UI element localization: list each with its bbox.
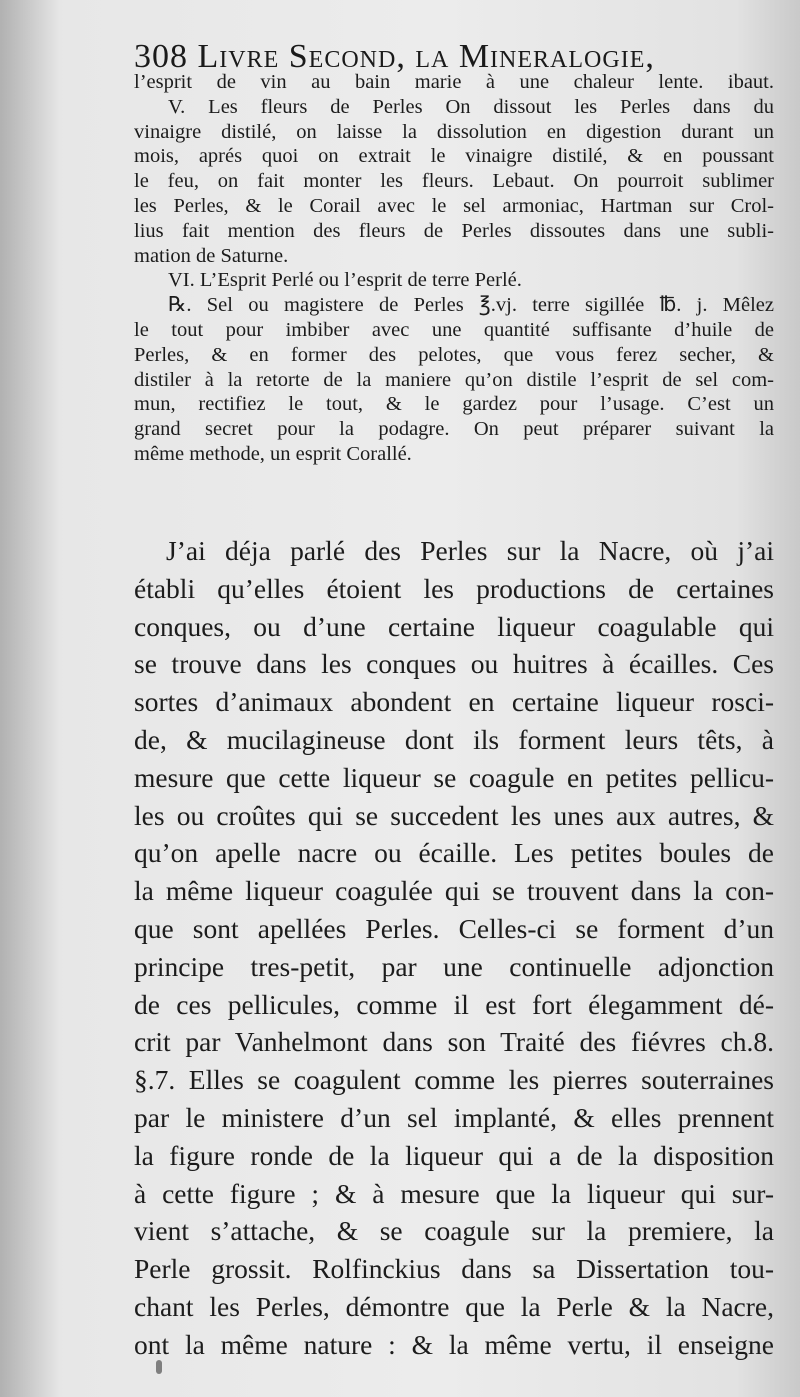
recipe-section — [134, 70, 774, 467]
text-line: à cette figure ; & à mesure que la liqueur qui sur- — [134, 1177, 774, 1209]
running-head: 308 Livre Second, la Mineralogie, — [134, 38, 655, 75]
text-line: distiler à la retorte de la maniere qu’on distile l’esprit de sel com- — [134, 368, 774, 391]
text-line: ont la même nature : & la même vertu, il enseigne — [134, 1328, 774, 1360]
text-line: Perle grossit. Rolfinckius dans sa Dissertation tou- — [134, 1253, 774, 1285]
text-line: principe tres-petit, par une continuelle adjonction — [134, 950, 774, 982]
text-line: même methode, un esprit Corallé. — [134, 442, 412, 465]
text-line: que sont apellées Perles. Celles-ci se forment d’un — [134, 912, 774, 944]
text-line: §.7. Elles se coagulent comme les pierres souterraines — [134, 1064, 774, 1096]
text-line: conques, ou d’une certaine liqueur coagulable qui — [134, 610, 774, 642]
text-line: sortes d’animaux abondent en certaine liqueur rosci- — [134, 686, 774, 718]
text-line: de ces pellicules, comme il est fort élegamment dé- — [134, 988, 774, 1020]
text-line: les ou croûtes qui se succedent les unes aux autres, & — [134, 799, 774, 831]
text-line: grand secret pour la podagre. On peut préparer suivant la — [134, 418, 774, 441]
text-line: chant les Perles, démontre que la Perle & la Nacre, — [134, 1290, 774, 1322]
text-line: de, & mucilagineuse dont ils forment leurs têts, à — [134, 723, 774, 755]
section-heading: VI. L’Esprit Perlé ou l’esprit de terre Perlé. — [168, 269, 522, 292]
text-line: par le ministere d’un sel implanté, & elles prennent — [134, 1101, 774, 1133]
text-line: l’esprit de vin au bain marie à une chaleur lente. ibaut. — [134, 71, 774, 93]
text-line: crit par Vanhelmont dans son Traité des fiévres ch.8. — [134, 1026, 774, 1058]
text-line: mesure que cette liqueur se coagule en petites pellicu- — [134, 761, 774, 793]
text-line: la figure ronde de la liqueur qui a de la disposition — [134, 1139, 774, 1171]
text-line: J’ai déja parlé des Perles sur la Nacre, où j’ai — [166, 535, 774, 566]
text-line: les Perles, & le Corail avec le sel armoniac, Hartman sur Crol- — [134, 194, 774, 217]
main-paragraph — [134, 532, 774, 1364]
text-line: la même liqueur coagulée qui se trouvent dans la con- — [134, 875, 774, 907]
text-line: vinaigre distilé, on laisse la dissolution en digestion durant un — [134, 120, 774, 143]
text-line: vient s’attache, & se coagule sur la premiere, la — [134, 1215, 774, 1247]
text-line: lius fait mention des fleurs de Perles dissoutes dans une subli- — [134, 219, 774, 242]
page-gutter-shadow — [0, 0, 60, 1397]
text-line: ℞. Sel ou magistere de Perles ℥.vj. terre sigillée ℔. j. Mêlez — [168, 294, 774, 317]
text-line: établi qu’elles étoient les productions de certaines — [134, 572, 774, 604]
text-line: mois, aprés quoi on extrait le vinaigre distilé, & en poussant — [134, 145, 774, 168]
text-line: le tout pour imbiber avec une quantité suffisante d’huile de — [134, 318, 774, 341]
text-line: se trouve dans les conques ou huitres à écailles. Ces — [134, 648, 774, 680]
text-line: mun, rectifiez le tout, & le gardez pour l’usage. C’est un — [134, 393, 774, 416]
text-line: V. Les fleurs de Perles On dissout les Perles dans du — [168, 95, 774, 118]
ink-mark — [156, 1360, 162, 1374]
text-line: mation de Saturne. — [134, 244, 289, 267]
text-line: qu’on apelle nacre ou écaille. Les petites boules de — [134, 837, 774, 869]
text-line: le feu, on fait monter les fleurs. Lebaut. On pourroit sublimer — [134, 170, 774, 193]
text-line: Perles, & en former des pelotes, que vous ferez secher, & — [134, 343, 774, 366]
